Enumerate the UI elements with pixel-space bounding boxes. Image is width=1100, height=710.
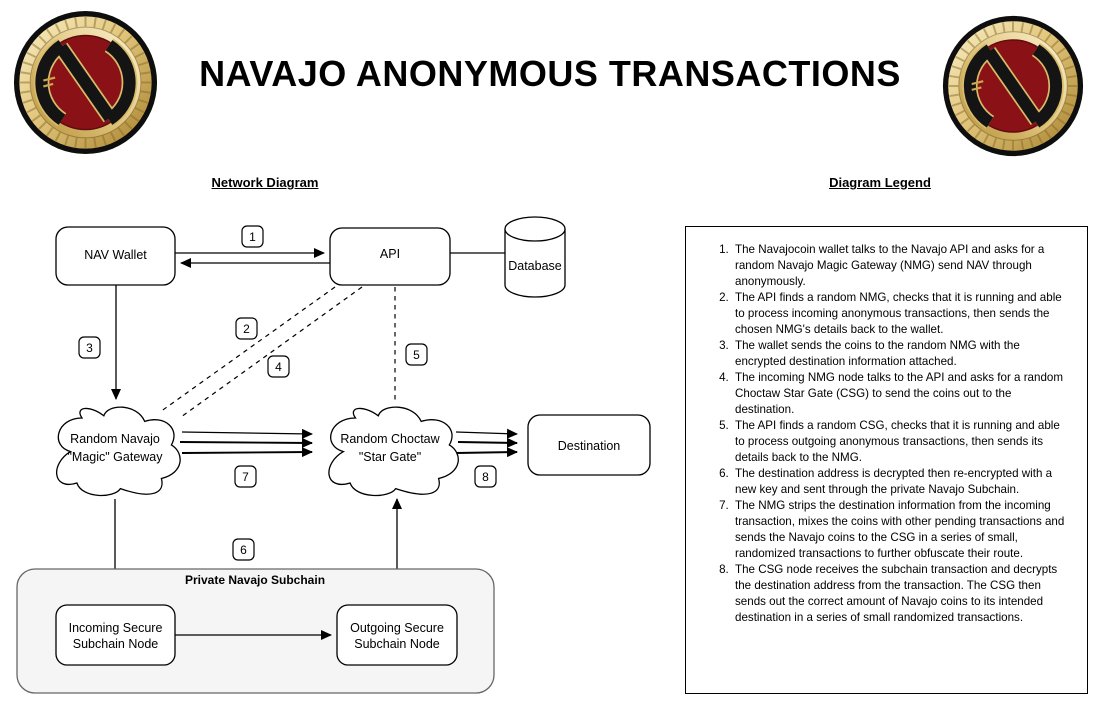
arrow-nmg-to-csg-1 [182,432,312,434]
legend-item: 1. The Navajocoin wallet talks to the Navajo API and asks for a random Navajo Magic Gateway (NMG) send NAV through anonymously. [732,242,1071,290]
step-label-2 [236,318,257,339]
choctaw-gate-label-1: Random Choctaw [340,432,440,446]
outgoing-node-label-1: Outgoing Secure [350,621,444,635]
legend-panel [685,226,1088,694]
dashed-api-nmg-1 [160,287,335,412]
diagram-legend-heading: Diagram Legend [829,175,931,190]
legend-item: 5. The API finds a random CSG, checks that it is running and able to process outgoing anonymous transactions, then sends its details back to the NMG. [732,418,1071,466]
arrow-csg-to-dest-2 [458,442,517,443]
step-6-number: 6 [240,543,247,557]
arrow-csg-to-dest-3 [456,452,517,453]
node-database [505,217,565,297]
step-label-1 [242,226,263,247]
choctaw-gate-label-2: "Star Gate" [358,450,422,464]
node-nav-wallet [56,227,175,285]
incoming-node-label-2: Subchain Node [72,637,159,651]
private-subchain-container [17,569,494,693]
legend-item: 4. The incoming NMG node talks to the API and asks for a random Choctaw Star Gate (CSG) to send the coins out to the destination. [732,370,1071,418]
subchain-title: Private Navajo Subchain [184,573,326,587]
legend-item: 8. The CSG node receives the subchain transaction and decrypts the destination address from the transaction. The CSG then sends out the correct amount of Navajo coins to its intended destination in a series of small randomized transactions. [732,562,1071,626]
dashed-api-nmg-2 [181,287,362,417]
diagram-connectors [115,253,517,605]
step-5-number: 5 [413,348,420,362]
step-3-number: 3 [86,341,93,355]
legend-item: 6. The destination address is decrypted then re-encrypted with a new key and sent through the private Navajo Subchain. [732,466,1071,498]
arrow-nmg-to-csg-3 [182,452,312,453]
network-diagram-heading: Network Diagram [211,175,319,190]
node-api [330,228,450,285]
legend-item: 3. The wallet sends the coins to the random NMG with the encrypted destination information attached. [732,338,1071,370]
navajo-gateway-label-1: Random Navajo [70,432,160,446]
network-diagram [0,195,680,710]
step-label-8 [475,466,496,487]
step-1-number: 1 [249,230,256,244]
node-destination [528,415,650,475]
api-label: API [379,247,401,261]
step-2-number: 2 [243,322,250,336]
incoming-node-label-1: Incoming Secure [68,621,163,635]
step-label-4 [268,356,289,377]
legend-item: 2. The API finds a random NMG, checks that it is running and able to process incoming anonymous transactions, then sends the chosen NMG's details back to the wallet. [732,290,1071,338]
node-choctaw-gate-cloud [329,407,458,495]
node-navajo-gateway-cloud [57,407,181,495]
step-label-6 [233,539,254,560]
legend-item: 7. The NMG strips the destination information from the incoming transaction, mixes the coins with other pending transactions and sends the Navajo coins to the CSG in a series of small, randomized transactions to further obfuscate their route. [732,498,1071,562]
step-label-5 [406,344,427,365]
destination-label: Destination [557,439,621,453]
outgoing-node-label-2: Subchain Node [354,637,440,651]
step-8-number: 8 [482,470,489,484]
outgoing-subchain-node-box [337,605,457,665]
nav-wallet-label: NAV Wallet [84,248,147,262]
step-label-7 [235,466,256,487]
step-4-number: 4 [275,360,282,374]
arrow-nmg-to-csg-2 [180,442,312,443]
incoming-subchain-node-box [56,605,175,665]
page-title: NAVAJO ANONYMOUS TRANSACTIONS [199,53,901,94]
legend-list [686,242,1087,626]
step-label-3 [79,337,100,358]
navajo-gateway-label-2: "Magic" Gateway [67,450,163,464]
arrow-csg-to-dest-1 [456,432,517,434]
step-7-number: 7 [242,470,249,484]
database-label: Database [508,259,562,273]
